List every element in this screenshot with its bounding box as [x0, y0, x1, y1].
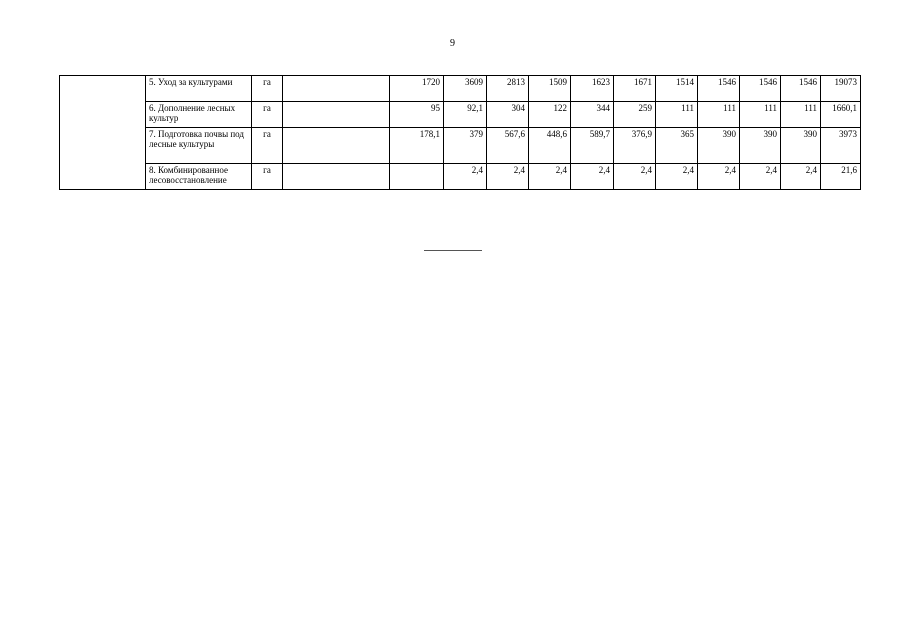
value-cell: 2,4	[529, 164, 571, 190]
value-cell: 122	[529, 102, 571, 128]
activity-name-cell: 7. Подготовка почвы под лесные культуры	[146, 128, 252, 164]
value-cell: 2,4	[444, 164, 487, 190]
table-row	[60, 164, 861, 190]
unit-cell: га	[252, 128, 283, 164]
value-cell: 111	[740, 102, 781, 128]
value-cell: 95	[390, 102, 444, 128]
activity-name-cell: 6. Дополнение лесных культур	[146, 102, 252, 128]
value-cell: 304	[487, 102, 529, 128]
table-row	[60, 76, 861, 102]
page-number: 9	[450, 38, 455, 49]
value-cell: 390	[740, 128, 781, 164]
value-cell: 365	[656, 128, 698, 164]
forest-activities-table	[59, 75, 861, 190]
value-cell: 178,1	[390, 128, 444, 164]
value-cell: 1509	[529, 76, 571, 102]
value-cell: 567,6	[487, 128, 529, 164]
empty-cell	[283, 102, 390, 128]
value-cell: 92,1	[444, 102, 487, 128]
value-cell: 111	[781, 102, 821, 128]
unit-cell: га	[252, 164, 283, 190]
value-cell: 111	[698, 102, 740, 128]
value-cell: 376,9	[614, 128, 656, 164]
value-cell: 1671	[614, 76, 656, 102]
value-cell: 589,7	[571, 128, 614, 164]
empty-cell	[283, 76, 390, 102]
value-cell: 1546	[740, 76, 781, 102]
total-cell: 1660,1	[821, 102, 861, 128]
end-divider	[424, 250, 482, 251]
value-cell: 259	[614, 102, 656, 128]
value-cell: 1623	[571, 76, 614, 102]
value-cell: 1514	[656, 76, 698, 102]
value-cell: 2813	[487, 76, 529, 102]
total-cell: 3973	[821, 128, 861, 164]
value-cell: 2,4	[740, 164, 781, 190]
table-row	[60, 102, 861, 128]
value-cell: 1546	[781, 76, 821, 102]
activity-name-cell: 8. Комбинированное лесовосстановление	[146, 164, 252, 190]
value-cell: 390	[781, 128, 821, 164]
value-cell: 2,4	[614, 164, 656, 190]
total-cell: 19073	[821, 76, 861, 102]
value-cell: 2,4	[656, 164, 698, 190]
value-cell: 2,4	[698, 164, 740, 190]
table-row	[60, 128, 861, 164]
empty-cell	[283, 164, 390, 190]
empty-cell	[283, 128, 390, 164]
value-cell	[390, 164, 444, 190]
value-cell: 1720	[390, 76, 444, 102]
activity-name-cell: 5. Уход за культурами	[146, 76, 252, 102]
value-cell: 1546	[698, 76, 740, 102]
unit-cell: га	[252, 102, 283, 128]
value-cell: 3609	[444, 76, 487, 102]
merged-section-cell	[60, 76, 146, 190]
value-cell: 448,6	[529, 128, 571, 164]
value-cell: 111	[656, 102, 698, 128]
value-cell: 390	[698, 128, 740, 164]
total-cell: 21,6	[821, 164, 861, 190]
value-cell: 2,4	[487, 164, 529, 190]
value-cell: 379	[444, 128, 487, 164]
value-cell: 2,4	[781, 164, 821, 190]
value-cell: 344	[571, 102, 614, 128]
value-cell: 2,4	[571, 164, 614, 190]
unit-cell: га	[252, 76, 283, 102]
